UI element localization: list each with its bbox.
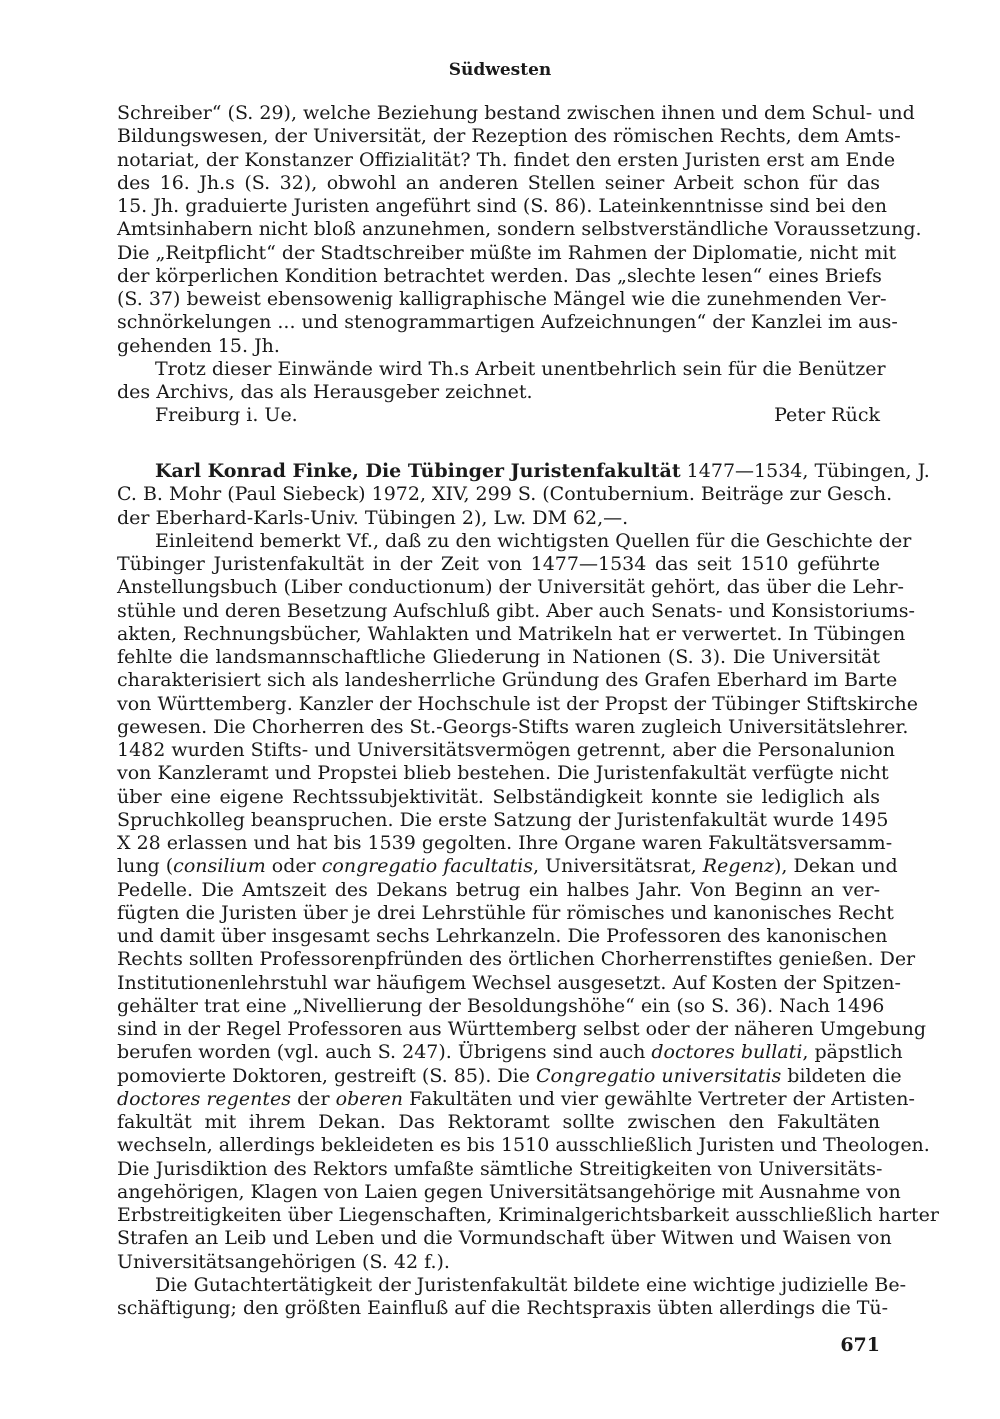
text-line: charakterisiert sich als landesherrliche Gründung des Grafen Eberhard im Barte <box>117 669 898 692</box>
text-line: über eine eigene Rechtssubjektivität. Selbständigkeit konnte sie lediglich als <box>117 785 880 808</box>
citation-line: C. B. Mohr (Paul Siebeck) 1972, XIV, 299 S. (Contubernium. Beiträge zur Gesch. <box>117 483 893 506</box>
text-run: Fakultäten und vier gewählte Vertreter der Artisten- <box>403 1087 915 1110</box>
text-line: Amtsinhabern nicht bloß anzunehmen, sondern selbstverständliche Voraussetzung. <box>117 218 922 241</box>
text-run: pomovierte Doktoren, gestreift (S. 85). Die <box>117 1064 537 1087</box>
text-line: akten, Rechnungsbücher, Wahlakten und Matrikeln hat er verwertet. In Tübingen <box>117 622 906 645</box>
text-line: Die „Reitpflicht“ der Stadtschreiber müßte im Rahmen der Diplomatie, nicht mit <box>117 241 897 264</box>
text-line: und damit über insgesamt sechs Lehrkanzeln. Die Professoren des kanonischen <box>117 925 888 947</box>
text-line: wechseln, allerdings bekleideten es bis 1510 ausschließlich Juristen und Theologen. <box>117 1134 930 1157</box>
text-line: schäftigung; den größten Eainfluß auf die Rechtspraxis übten allerdings die Tü- <box>117 1297 889 1319</box>
italic-term: congregatio facultatis <box>321 855 533 878</box>
signature-line <box>117 404 880 427</box>
text-line: gehenden 15. Jh. <box>117 334 280 357</box>
text-run: lung ( <box>117 855 174 878</box>
text-line: von Kanzleramt und Propstei blieb bestehen. Die Juristenfakultät verfügte nicht <box>117 762 889 785</box>
text-line <box>117 1041 903 1064</box>
text-line: gewesen. Die Chorherren des St.-Georgs-Stifts waren zugleich Universitätslehrer. <box>117 715 909 738</box>
text-run: ), Dekan und <box>773 855 898 878</box>
text-line: gehälter trat eine „Nivellierung der Besoldungshöhe“ ein (so S. 36). Nach 1496 <box>117 994 885 1017</box>
text-line <box>117 855 898 878</box>
text-line: stühle und deren Besetzung Aufschluß gibt. Aber auch Senats- und Konsistoriums- <box>117 599 915 622</box>
italic-term: consilium <box>173 855 266 878</box>
italic-term: doctores bullati <box>651 1041 803 1064</box>
text-run: oder <box>265 855 322 878</box>
text-line: Einleitend bemerkt Vf., daß zu den wichtigsten Quellen für die Geschichte der <box>155 529 912 552</box>
text-line: Trotz dieser Einwände wird Th.s Arbeit unentbehrlich sein für die Benützer <box>155 357 886 380</box>
text-line: Universitätsangehörigen (S. 42 f.). <box>117 1250 450 1273</box>
text-line: schnörkelungen ... und stenogrammartigen Aufzeichnungen“ der Kanzlei im aus- <box>117 311 898 334</box>
review-author: Peter Rück <box>774 404 880 427</box>
italic-term: oberen <box>335 1087 404 1110</box>
review-continuation <box>117 102 922 428</box>
text-line: 15. Jh. graduierte Juristen angeführt sind (S. 86). Lateinkenntnisse sind bei den <box>117 195 887 217</box>
text-line: des 16. Jh.s (S. 32), obwohl an anderen Stellen seiner Arbeit schon für das <box>117 171 880 194</box>
running-header: Südwesten <box>448 60 552 80</box>
review-place: Freiburg i. Ue. <box>155 404 298 427</box>
text-line: Spruchkolleg beanspruchen. Die erste Satzung der Juristenfakultät wurde 1495 <box>117 808 889 831</box>
text-run: der <box>291 1087 336 1110</box>
text-line: 1482 wurden Stifts- und Universitätsvermögen getrennt, aber die Personalunion <box>117 739 895 761</box>
text-line: Die Gutachtertätigkeit der Juristenfakultät bildete eine wichtige judizielle Be- <box>155 1273 907 1296</box>
review-finke <box>117 460 940 1320</box>
citation-line: der Eberhard-Karls-Univ. Tübingen 2), Lw. DM 62,—. <box>117 506 629 529</box>
text-line: der körperlichen Kondition betrachtet werden. Das „slechte lesen“ eines Briefs <box>117 264 882 287</box>
text-line: Rechts sollten Professorenpfründen des örtlichen Chorherrenstiftes genießen. Der <box>117 948 916 971</box>
text-line: Schreiber“ (S. 29), welche Beziehung bestand zwischen ihnen und dem Schul- und <box>117 102 915 124</box>
text-line: Erbstreitigkeiten über Liegenschaften, Kriminalgerichtsbarkeit ausschließlich harter <box>117 1204 940 1226</box>
text-line: des Archivs, das als Herausgeber zeichnet. <box>117 381 533 403</box>
text-line: von Württemberg. Kanzler der Hochschule ist der Propst der Tübinger Stiftskirche <box>117 692 918 715</box>
text-line: Pedelle. Die Amtszeit des Dekans betrug ein halbes Jahr. Von Beginn an ver- <box>117 878 880 901</box>
text-line: (S. 37) beweist ebensowenig kalligraphische Mängel wie die zunehmenden Ver- <box>117 288 887 310</box>
review-title-line <box>117 460 930 483</box>
text-run: , Universitätsrat, <box>532 855 703 878</box>
italic-term: Regenz <box>702 855 774 878</box>
text-run: , päpstlich <box>802 1041 903 1064</box>
page-number: 671 <box>840 1334 880 1356</box>
text-line <box>117 1087 915 1111</box>
text-line: Strafen an Leib und Leben und die Vormundschaft über Witwen und Waisen von <box>117 1227 892 1250</box>
text-run: berufen worden (vgl. auch S. 247). Übrigens sind auch <box>117 1041 652 1064</box>
text-line: Tübinger Juristenfakultät in der Zeit von 1477—1534 das seit 1510 geführte <box>117 553 880 575</box>
text-line: Die Jurisdiktion des Rektors umfaßte sämtliche Streitigkeiten von Universitäts- <box>117 1157 883 1180</box>
text-line: fügten die Juristen über je drei Lehrstühle für römisches und kanonisches Recht <box>117 901 894 924</box>
text-run: bildeten die <box>781 1064 902 1087</box>
book-title-rest: 1477—1534, Tübingen, J. <box>680 460 930 482</box>
italic-term: Congregatio universitatis <box>536 1064 782 1087</box>
text-line: notariat, der Konstanzer Offizialität? Th. findet den ersten Juristen erst am Ende <box>117 148 896 171</box>
text-line: X 28 erlassen und hat bis 1539 gegolten. Ihre Organe waren Fakultätsversamm- <box>117 832 893 854</box>
text-line: fakultät mit ihrem Dekan. Das Rektoramt sollte zwischen den Fakultäten <box>117 1111 880 1133</box>
text-line <box>117 1064 902 1088</box>
text-line: angehörigen, Klagen von Laien gegen Universitätsangehörige mit Ausnahme von <box>117 1180 901 1203</box>
italic-term: doctores regentes <box>117 1087 292 1110</box>
text-line: Institutionenlehrstuhl war häufigem Wechsel ausgesetzt. Auf Kosten der Spitzen- <box>117 971 901 994</box>
book-author-title: Karl Konrad Finke, Die Tübinger Juristenfakultät <box>155 460 681 482</box>
text-line: fehlte die landsmannschaftliche Gliederung in Nationen (S. 3). Die Universität <box>117 646 880 668</box>
text-line: Bildungswesen, der Universität, der Rezeption des römischen Rechts, dem Amts- <box>117 125 901 148</box>
text-line: Anstellungsbuch (Liber conductionum) der Universität gehört, das über die Lehr- <box>117 576 904 599</box>
text-line: sind in der Regel Professoren aus Württemberg selbst oder der näheren Umgebung <box>117 1018 927 1040</box>
